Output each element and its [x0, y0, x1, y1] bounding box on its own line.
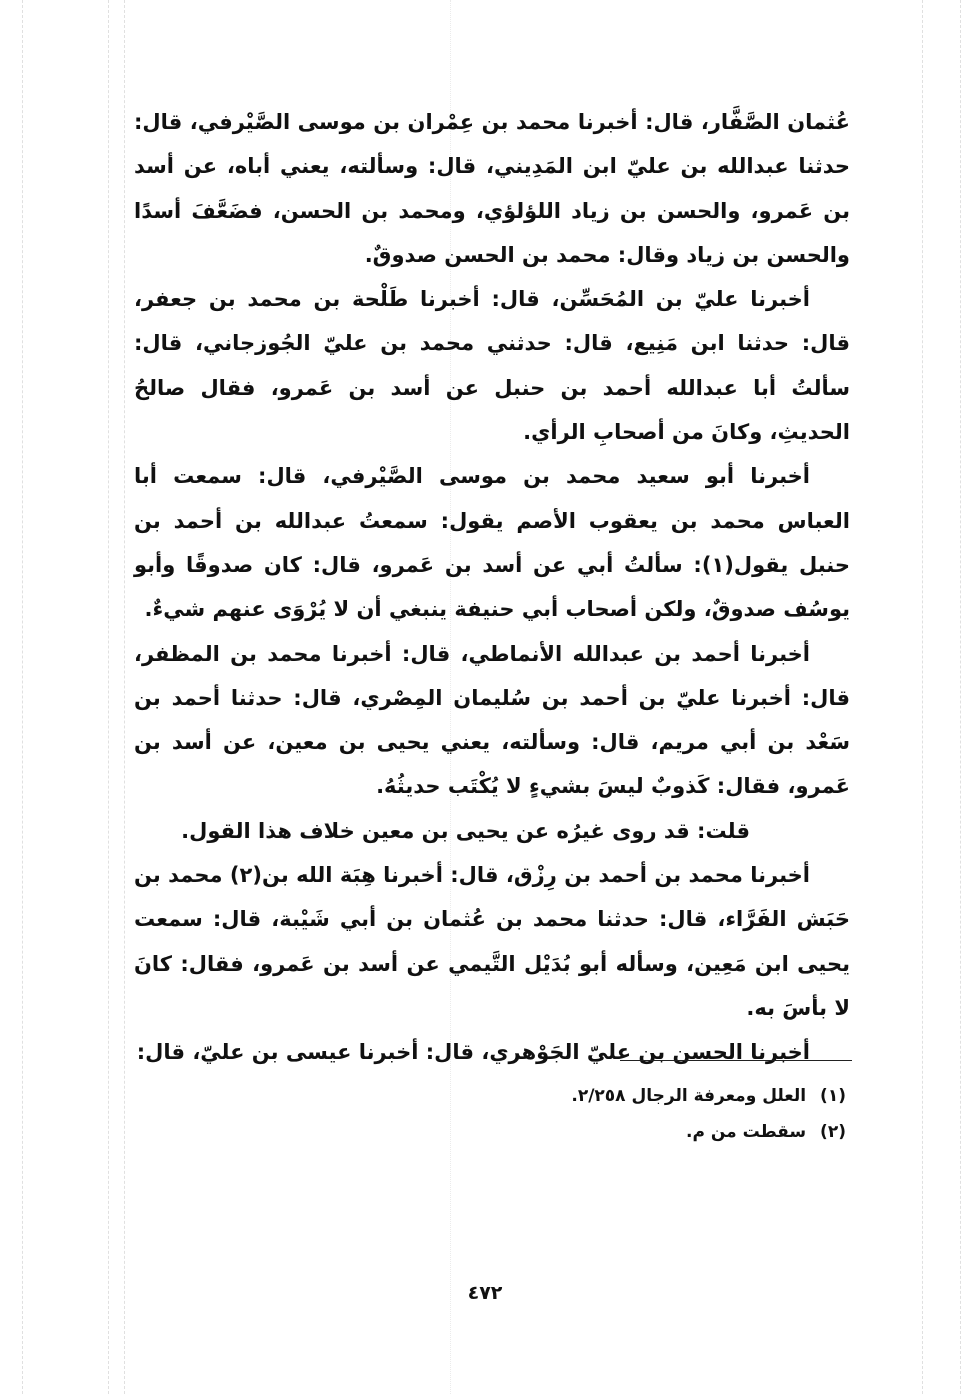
paragraph: أخبرنا عليّ بن المُحَسِّن، قال: أخبرنا طَلْحة بن محمد بن جعفر، قال: حدثنا ابن مَنِيع، قال: حدثني محمد بن عليّ الجُوزجاني، قال: سألتُ أبا عبدالله أحمد بن حنبل عن أسد بن عَمرو، فقال صالحُ الحديثِ، وكانَ من أصحابِ الرأي. [134, 287, 850, 445]
footnote-number: (٢) [820, 1122, 846, 1142]
page-number: ٤٧٢ [467, 1282, 503, 1304]
footnote [400, 1114, 846, 1150]
paragraph: أخبرنا الحسن بن عليّ الجَوْهري، قال: أخبرنا عيسى بن عليّ، قال: [136, 1040, 810, 1065]
scan-guide-line [124, 0, 125, 1394]
paragraph: أخبرنا أحمد بن عبدالله الأنماطي، قال: أخبرنا محمد بن المظفر، قال: أخبرنا عليّ بن أحمد بن سُليمان المِصْري، قال: حدثنا أحمد بن سَعْد بن أبي مريم، قال: وسألته، يعني يحيى بن معين، عن أسد بن عَمرو، فقال: كَذوبٌ ليسَ بشيءٍ لا يُكْتَب حديثُهُ. [134, 641, 850, 799]
scan-guide-line [960, 0, 961, 1394]
paragraph: عُثمان الصَّفَّار، قال: أخبرنا محمد بن عِمْران بن موسى الصَّيْرفي، قال: حدثنا عبدالله بن عليّ ابن المَدِيني، قال: وسألته، يعني أباه، عن أسد بن عَمرو، والحسن بن زياد اللؤلؤي، ومحمد بن الحسن، فضَعَّفَ أسدًا والحسن بن زياد وقال: محمد بن الحسن صدوقٌ. [134, 110, 850, 267]
scan-guide-line [108, 0, 109, 1394]
scan-guide-line [922, 0, 923, 1394]
footnote-number: (١) [820, 1086, 846, 1106]
paragraph: أخبرنا أبو سعيد محمد بن موسى الصَّيْرفي، قال: سمعت أبا العباس محمد بن يعقوب الأصم يقول: سمعتُ عبدالله بن أحمد بن حنبل يقول(١): سألتُ أبي عن أسد بن عَمرو، قال: كان صدوقًا وأبو يوسُف صدوقٌ، ولكن أصحاب أبي حنيفة ينبغي أن لا يُرْوَى عنهم شيءٌ. [134, 464, 850, 622]
footnote [400, 1078, 846, 1114]
paragraph: أخبرنا محمد بن أحمد بن رِزْق، قال: أخبرنا هِبَة الله بن(٢) محمد بن حَبَش الفَرَّاء، قال: حدثنا محمد بن عُثمان بن أبي شَيْبة، قال: سمعت يحيى ابن مَعِين، وسأله أبو بُدَيْل التَّيمي عن أسد بن عَمرو، فقال: كانَ لا بأسَ به. [134, 863, 850, 1020]
main-text [134, 100, 850, 1075]
scan-guide-line [22, 0, 23, 1394]
footnote-text: سقطت من م. [686, 1122, 807, 1142]
footnote-divider [620, 1060, 852, 1061]
paragraph: قلت: قد روى غيرُه عن يحيى بن معين خلاف هذا القول. [181, 818, 750, 843]
footnote-text: العلل ومعرفة الرجال ٢/٢٥٨. [571, 1086, 807, 1106]
footnotes [400, 1078, 846, 1150]
